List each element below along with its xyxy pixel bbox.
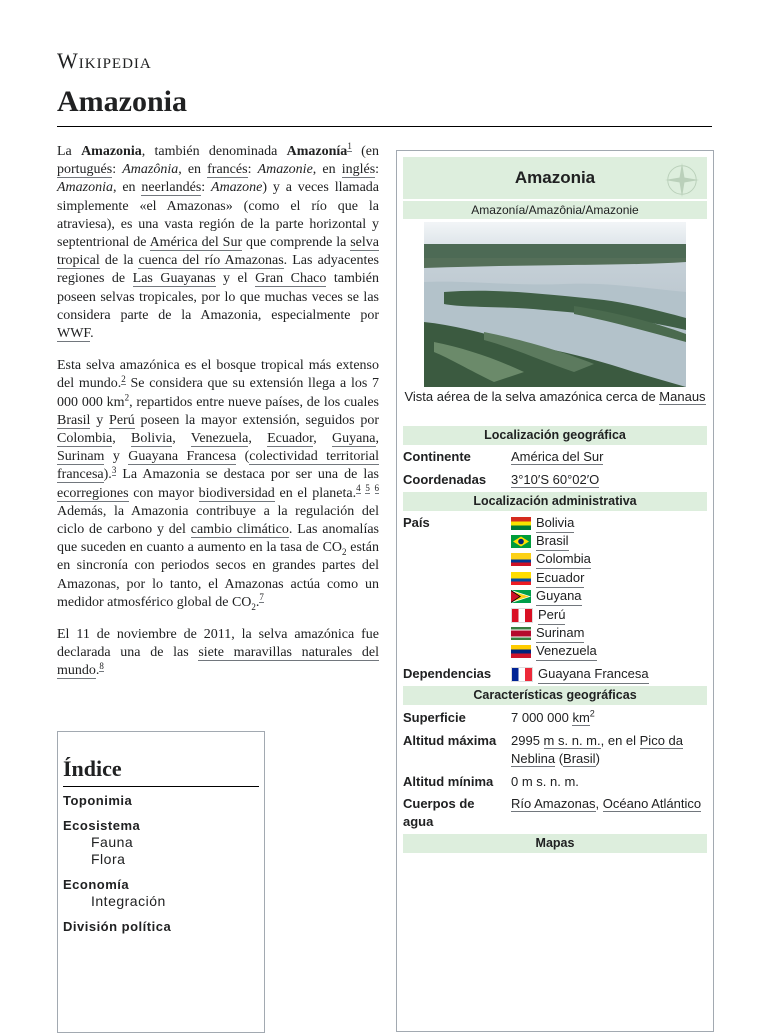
link-msnm[interactable]: m s. n. m. (543, 733, 601, 748)
text: , repartidos entre nueve países, de los cuales (129, 394, 380, 410)
italic-term: Amazônia (122, 162, 179, 178)
link-biodiversidad[interactable]: biodiversidad (198, 485, 275, 501)
infobox-header (403, 157, 707, 199)
text: . Las anomalías que suceden en cuanto a aumento en la tasa de CO (57, 522, 379, 556)
text: , (595, 796, 603, 811)
link-bolivia[interactable]: Bolivia (131, 431, 173, 447)
link-guyana[interactable]: Guyana (331, 431, 376, 447)
country-list (511, 514, 597, 661)
infobox (396, 150, 714, 1032)
subscript: 2 (251, 601, 256, 612)
link-surinam[interactable]: Surinam (536, 624, 584, 643)
link-selva-tropical[interactable]: selva tropical (57, 235, 379, 269)
flag-venezuela-icon (511, 645, 531, 658)
text: , también denominada (141, 144, 287, 159)
text: : (247, 162, 258, 178)
link-venezuela[interactable]: Venezuela (536, 642, 597, 661)
ref-link[interactable]: 2 (121, 373, 126, 384)
link-guayana-francesa[interactable]: Guayana Francesa (128, 449, 237, 465)
toc-item-ecosistema[interactable]: Ecosistema (63, 818, 141, 833)
caption-text: Vista aérea de la selva amazónica cerca de (404, 389, 660, 404)
bold-term: Amazonía (286, 144, 348, 159)
value-coordenadas (511, 471, 599, 489)
ref-link[interactable]: 1 (347, 141, 352, 152)
link-colombia[interactable]: Colombia (57, 431, 113, 447)
superficie-number: 7 000 000 (511, 710, 573, 725)
link-bolivia[interactable]: Bolivia (536, 514, 574, 533)
italic-term: Amazone (211, 180, 263, 196)
link-brasil[interactable]: Brasil (563, 751, 596, 766)
link-pico-da-neblina[interactable]: Pico da Neblina (511, 733, 684, 766)
link-guyana[interactable]: Guyana (536, 587, 582, 606)
text: Además, la Amazonia contribuye a la regulación del ciclo de carbono y del (57, 503, 379, 538)
toc-divider (63, 786, 259, 787)
label-coordenadas: Coordenadas (403, 472, 487, 487)
link-colectividad[interactable]: colectividad territorial francesa (57, 449, 379, 483)
country-row (511, 588, 597, 606)
country-row (511, 514, 597, 532)
toc-item-division-politica[interactable]: División política (63, 919, 172, 934)
ref-link[interactable]: 5 (365, 483, 370, 493)
infobox-title: Amazonia (514, 168, 596, 187)
text: de la (99, 253, 139, 269)
value-continente (511, 448, 603, 466)
text: : (201, 180, 212, 196)
link-cuenca-amazonas[interactable]: cuenca del río Amazonas (138, 253, 284, 269)
toc-item-economia[interactable]: Economía (63, 877, 130, 892)
value-dependencias (511, 665, 649, 683)
link-guayana-francesa[interactable]: Guayana Francesa (538, 665, 649, 684)
link-coordenadas[interactable]: 3°10′S 60°02′O (511, 472, 600, 487)
text: : (112, 162, 123, 178)
link-colombia[interactable]: Colombia (536, 550, 591, 569)
italic-term: Amazonie (257, 162, 313, 178)
toc-item-integracion[interactable]: Integración (91, 893, 166, 909)
paragraph-2 (57, 357, 379, 612)
text: ). (103, 467, 112, 483)
label-altitud-minima: Altitud mínima (403, 774, 494, 789)
ref-link[interactable]: 4 (356, 483, 361, 493)
text: El 11 de noviembre de 2011, la selva amazónica fue declarada una de las (57, 627, 379, 661)
link-brasil[interactable]: Brasil (536, 532, 569, 551)
text: , en (113, 180, 142, 196)
link-neerlandes[interactable]: neerlandés (141, 180, 202, 196)
link-frances[interactable]: francés (207, 162, 248, 178)
link-america-del-sur[interactable]: América del Sur (149, 235, 243, 251)
section-caracteristicas-geograficas: Características geográficas (403, 686, 707, 705)
text: ( (555, 751, 564, 766)
text: ( (236, 449, 250, 465)
ref-link[interactable]: 3 (111, 464, 117, 475)
link-cambio-climatico[interactable]: cambio climático (190, 522, 289, 538)
ref-link[interactable]: 6 (374, 483, 380, 493)
link-ecuador[interactable]: Ecuador (267, 431, 314, 447)
text: también poseen selvas tropicales, por lo que muchas veces se las considera parte de la Amazonia, especialmente por (57, 271, 379, 323)
article-body (57, 143, 379, 695)
text: en el planeta. (274, 485, 357, 501)
text: ) y a veces llamada simplemente «el Amazonas» (como el río que la atraviesa), es una vasta región de la parte horizontal y septentrional de (57, 180, 380, 251)
superscript: 2 (124, 391, 130, 402)
label-cuerpos-de-agua: Cuerpos de agua (403, 796, 475, 829)
link-oceano-atlantico[interactable]: Océano Atlántico (602, 796, 702, 811)
ref-link[interactable]: 8 (99, 660, 104, 671)
flag-brasil-icon (511, 535, 531, 548)
country-row (511, 532, 597, 550)
section-localizacion-administrativa: Localización administrativa (403, 492, 707, 511)
text: , (375, 431, 380, 447)
label-altitud-maxima: Altitud máxima (403, 733, 497, 748)
toc-list (58, 793, 264, 934)
compass-icon (663, 161, 701, 199)
text: , en el (600, 733, 640, 748)
label-continente: Continente (403, 449, 471, 464)
value-altitud-maxima (511, 732, 707, 768)
value-superficie (511, 709, 595, 727)
country-row (511, 569, 597, 587)
country-row (511, 551, 597, 569)
paragraph-1 (57, 143, 379, 343)
toc-title: Índice (63, 756, 122, 781)
italic-term: Amazonia (57, 180, 113, 196)
text: . (255, 594, 260, 610)
label-dependencias: Dependencias (403, 666, 492, 681)
text: , (313, 431, 332, 447)
ref-link[interactable]: 7 (259, 592, 264, 603)
paragraph-3 (57, 626, 379, 681)
link-gran-chaco[interactable]: Gran Chaco (255, 271, 327, 287)
text: Se considera que su extensión llega a los 7 000 000 km (57, 376, 380, 410)
label-pais: País (403, 515, 430, 530)
subscript: 2 (342, 547, 347, 558)
link-ingles[interactable]: inglés (341, 162, 376, 178)
title-divider (57, 126, 712, 127)
flag-francia-icon (511, 667, 533, 682)
text: y el (215, 271, 256, 287)
text: , en (178, 162, 208, 178)
text: . (95, 663, 100, 679)
flag-surinam-icon (511, 627, 531, 640)
text: poseen la mayor extensión, seguidos por (134, 412, 379, 428)
superscript: 2 (589, 708, 595, 719)
link-siete-maravillas[interactable]: siete maravillas naturales del mundo (57, 645, 379, 679)
text: 2995 (511, 733, 544, 748)
text: y (90, 412, 110, 428)
flag-guyana-icon (511, 590, 531, 603)
text: están en sincronía con periodos secos en grandes partes del Amazonas, por lo tanto, el Amazonas actúa como un medidor atmosférico global de CO (57, 540, 379, 610)
label-superficie: Superficie (403, 710, 466, 725)
bold-term: Amazonia (81, 144, 142, 159)
photo-caption (403, 387, 707, 406)
text: que comprende la (242, 235, 351, 251)
section-mapas: Mapas (403, 834, 707, 853)
text: . Las adyacentes regiones de (57, 253, 379, 287)
amazon-aerial-photo[interactable] (424, 222, 686, 387)
link-ecuador[interactable]: Ecuador (536, 569, 584, 588)
value-altitud-minima: 0 m s. n. m. (511, 774, 579, 789)
flag-peru-icon (511, 608, 533, 623)
text: La (57, 144, 82, 159)
link-km2[interactable]: km (572, 710, 590, 725)
text: con mayor (128, 485, 199, 501)
flag-ecuador-icon (511, 572, 531, 585)
link-rio-amazonas[interactable]: Río Amazonas (511, 796, 596, 811)
link-portugues[interactable]: portugués (57, 162, 113, 178)
link-manaus[interactable]: Manaus (659, 389, 706, 404)
flag-bolivia-icon (511, 517, 531, 530)
text: : (375, 162, 380, 178)
link-wwf[interactable]: WWF (57, 326, 91, 342)
text: Esta selva amazónica es el bosque tropical más extenso del mundo. (57, 358, 379, 392)
toc-item-toponimia[interactable]: Toponimia (63, 793, 133, 808)
toc-item-flora[interactable]: Flora (91, 851, 126, 867)
text: , (172, 431, 191, 447)
country-row (511, 606, 597, 624)
text: , (112, 431, 132, 447)
flag-colombia-icon (511, 553, 531, 566)
link-ecorregiones[interactable]: ecorregiones (57, 485, 129, 501)
link-peru[interactable]: Perú (538, 606, 565, 625)
link-las-guayanas[interactable]: Las Guayanas (132, 271, 216, 287)
link-venezuela[interactable]: Venezuela (190, 431, 249, 447)
page-title: Amazonia (57, 85, 187, 118)
table-of-contents (57, 731, 265, 1033)
link-surinam[interactable]: Surinam (57, 449, 105, 465)
link-peru[interactable]: Perú (109, 412, 135, 428)
link-brasil[interactable]: Brasil (57, 412, 91, 428)
text: (en (351, 144, 379, 159)
country-row (511, 624, 597, 642)
section-localizacion-geografica: Localización geográfica (403, 426, 707, 445)
text: y (104, 449, 129, 465)
toc-item-fauna[interactable]: Fauna (91, 834, 134, 850)
infobox-subtitle: Amazonía/Amazônia/Amazonie (403, 201, 707, 219)
dependency-row (511, 665, 649, 683)
country-row (511, 643, 597, 661)
text: . (90, 326, 94, 342)
value-cuerpos-de-agua (511, 795, 707, 813)
text: La Amazonia se destaca por ser una de las (116, 467, 379, 483)
text: ) (595, 751, 600, 766)
text: , en (312, 162, 342, 178)
wikipedia-logo[interactable]: Wikipedia (57, 48, 152, 73)
text: , (248, 431, 268, 447)
link-america-del-sur[interactable]: América del Sur (511, 449, 604, 464)
